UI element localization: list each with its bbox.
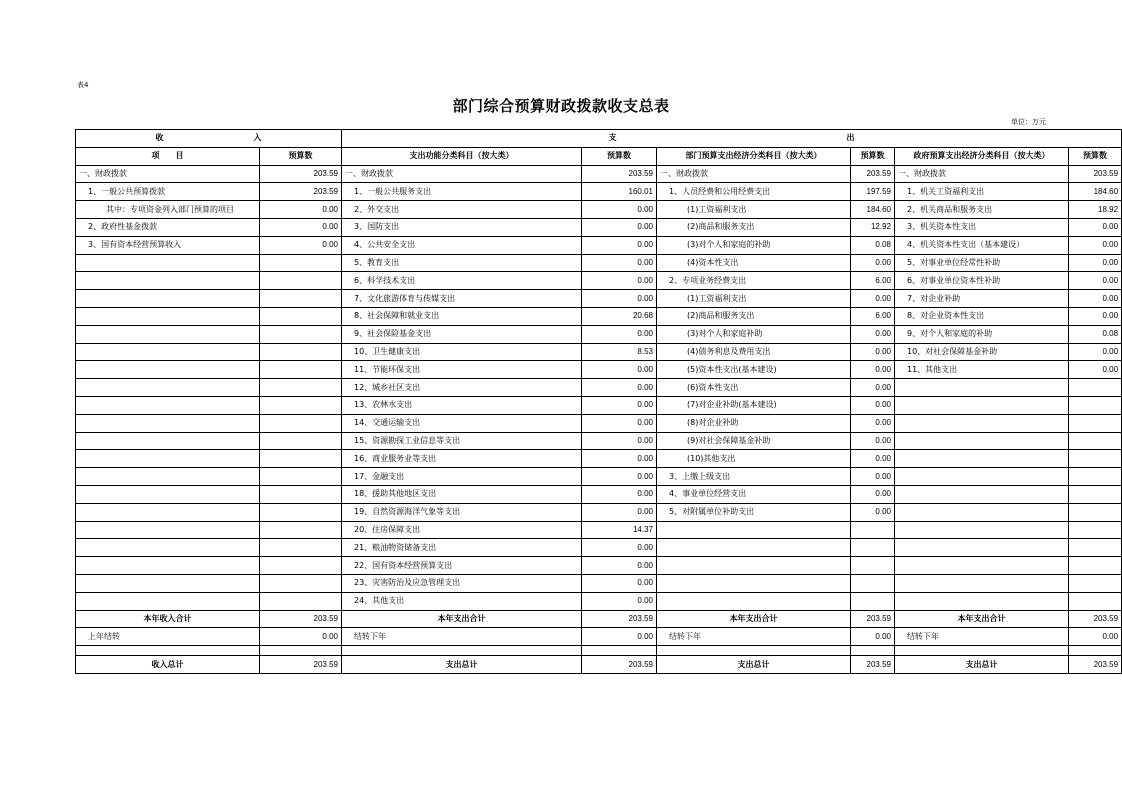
gov-economic-item: [895, 574, 1069, 592]
gov-economic-item: 5、对事业单位经常性补助: [895, 254, 1069, 272]
gov-economic-item: 1、机关工资福利支出: [895, 183, 1069, 201]
income-item: 收入总计: [76, 656, 260, 674]
gov-economic-amount: [1069, 574, 1122, 592]
income-item: [76, 379, 260, 397]
gov-economic-item: 支出总计: [895, 656, 1069, 674]
table-row: [76, 201, 1122, 219]
income-item: [76, 574, 260, 592]
table-row: [76, 557, 1122, 575]
function-amount: 203.59: [582, 656, 657, 674]
income-amount: [260, 290, 342, 308]
col-header-gov-economic-amount: 预算数: [1069, 147, 1122, 165]
function-item: 16、商业服务业等支出: [342, 450, 582, 468]
gov-economic-amount: 203.59: [1069, 656, 1122, 674]
gov-economic-amount: [1069, 557, 1122, 575]
table-row: [76, 574, 1122, 592]
table-row: [76, 468, 1122, 486]
income-amount: [260, 574, 342, 592]
dept-economic-item: 5、对附属单位补助支出: [657, 503, 851, 521]
income-header-char-1: 收: [155, 133, 164, 143]
grand-total-row: [76, 656, 1122, 674]
dept-economic-item: (6)资本性支出: [657, 379, 851, 397]
spacer-cell: [851, 646, 895, 656]
function-amount: 0.00: [582, 414, 657, 432]
budget-table: [75, 129, 1122, 674]
income-amount: [260, 521, 342, 539]
gov-economic-amount: 0.00: [1069, 307, 1122, 325]
income-item: 上年结转: [76, 628, 260, 646]
gov-economic-item: [895, 592, 1069, 610]
income-amount: [260, 485, 342, 503]
function-item: 11、节能环保支出: [342, 361, 582, 379]
income-amount: 0.00: [260, 201, 342, 219]
gov-economic-amount: 0.00: [1069, 628, 1122, 646]
spacer-cell: [76, 646, 260, 656]
table-row: [76, 218, 1122, 236]
income-amount: 0.00: [260, 218, 342, 236]
function-amount: 0.00: [582, 628, 657, 646]
income-item: [76, 361, 260, 379]
income-amount: [260, 468, 342, 486]
page-title: 部门综合预算财政拨款收支总表: [452, 97, 670, 115]
dept-economic-item: 本年支出合计: [657, 610, 851, 628]
gov-economic-item: [895, 450, 1069, 468]
function-item: 5、教育支出: [342, 254, 582, 272]
gov-economic-amount: 0.00: [1069, 343, 1122, 361]
function-item: 21、粮油物资储备支出: [342, 539, 582, 557]
gov-economic-item: [895, 396, 1069, 414]
function-item: 2、外交支出: [342, 201, 582, 219]
income-item: 1、一般公共预算拨款: [76, 183, 260, 201]
dept-economic-amount: 0.00: [851, 290, 895, 308]
income-item: [76, 272, 260, 290]
function-amount: 0.00: [582, 432, 657, 450]
sheet-label: 表4: [77, 81, 89, 89]
income-item: 本年收入合计: [76, 610, 260, 628]
function-amount: 0.00: [582, 503, 657, 521]
function-amount: 203.59: [582, 165, 657, 183]
dept-economic-amount: 0.00: [851, 485, 895, 503]
spacer-cell: [260, 646, 342, 656]
dept-economic-item: (3)对个人和家庭补助: [657, 325, 851, 343]
income-item: 一、财政拨款: [76, 165, 260, 183]
income-amount: [260, 396, 342, 414]
income-item: [76, 290, 260, 308]
dept-economic-amount: 0.00: [851, 325, 895, 343]
spacer-cell: [1069, 646, 1122, 656]
dept-economic-amount: [851, 592, 895, 610]
function-amount: 0.00: [582, 325, 657, 343]
table-row: [76, 272, 1122, 290]
income-amount: [260, 503, 342, 521]
gov-economic-amount: [1069, 485, 1122, 503]
gov-economic-item: [895, 557, 1069, 575]
dept-economic-amount: 0.00: [851, 343, 895, 361]
table-row: [76, 236, 1122, 254]
dept-economic-item: 支出总计: [657, 656, 851, 674]
dept-economic-amount: 197.59: [851, 183, 895, 201]
income-amount: 203.59: [260, 165, 342, 183]
top-header-row: [76, 130, 1122, 148]
function-item: 14、交通运输支出: [342, 414, 582, 432]
gov-economic-amount: 0.00: [1069, 361, 1122, 379]
function-amount: 8.53: [582, 343, 657, 361]
income-item: [76, 343, 260, 361]
dept-economic-item: (1)工资福利支出: [657, 201, 851, 219]
gov-economic-amount: 0.08: [1069, 325, 1122, 343]
dept-economic-item: (9)对社会保障基金补助: [657, 432, 851, 450]
function-item: 12、城乡社区支出: [342, 379, 582, 397]
function-item: 6、科学技术支出: [342, 272, 582, 290]
table-row: [76, 325, 1122, 343]
dept-economic-amount: 203.59: [851, 610, 895, 628]
function-amount: 0.00: [582, 592, 657, 610]
function-amount: 14.37: [582, 521, 657, 539]
gov-economic-item: [895, 485, 1069, 503]
table-row: [76, 361, 1122, 379]
dept-economic-item: [657, 539, 851, 557]
function-item: 支出总计: [342, 656, 582, 674]
function-amount: 0.00: [582, 574, 657, 592]
table-row: [76, 183, 1122, 201]
table-row: [76, 165, 1122, 183]
dept-economic-item: [657, 521, 851, 539]
dept-economic-item: [657, 557, 851, 575]
income-item: [76, 396, 260, 414]
function-item: 22、国有资本经营预算支出: [342, 557, 582, 575]
income-amount: 0.00: [260, 236, 342, 254]
income-item: 其中：专项资金列入部门预算的项目: [76, 201, 260, 219]
gov-economic-item: [895, 503, 1069, 521]
income-header-char-2: 入: [253, 133, 262, 143]
function-amount: 0.00: [582, 254, 657, 272]
income-item: 2、政府性基金拨款: [76, 218, 260, 236]
dept-economic-amount: 0.00: [851, 414, 895, 432]
dept-economic-item: 2、专项业务经费支出: [657, 272, 851, 290]
function-item: 7、文化旅游体育与传媒支出: [342, 290, 582, 308]
income-item: [76, 450, 260, 468]
income-item: [76, 539, 260, 557]
expense-header-char-2: 出: [846, 133, 855, 143]
income-item: [76, 503, 260, 521]
table-row: [76, 379, 1122, 397]
gov-economic-amount: [1069, 468, 1122, 486]
gov-economic-item: 6、对事业单位资本性补助: [895, 272, 1069, 290]
table-row: [76, 254, 1122, 272]
table-row: [76, 592, 1122, 610]
dept-economic-amount: [851, 557, 895, 575]
gov-economic-amount: 203.59: [1069, 610, 1122, 628]
column-header-row: [76, 147, 1122, 165]
function-amount: 0.00: [582, 218, 657, 236]
col-header-dept-economic-category: 部门预算支出经济分类科目（按大类）: [657, 147, 851, 165]
gov-economic-item: 结转下年: [895, 628, 1069, 646]
function-item: 10、卫生健康支出: [342, 343, 582, 361]
dept-economic-item: (3)对个人和家庭的补助: [657, 236, 851, 254]
dept-economic-item: 3、上缴上级支出: [657, 468, 851, 486]
dept-economic-amount: [851, 574, 895, 592]
gov-economic-amount: 0.00: [1069, 290, 1122, 308]
gov-economic-amount: [1069, 379, 1122, 397]
dept-economic-amount: 0.00: [851, 432, 895, 450]
gov-economic-item: 一、财政拨款: [895, 165, 1069, 183]
function-item: 3、国防支出: [342, 218, 582, 236]
subtotal-row: [76, 610, 1122, 628]
table-row: [76, 343, 1122, 361]
gov-economic-amount: [1069, 414, 1122, 432]
income-amount: [260, 539, 342, 557]
table-row: [76, 450, 1122, 468]
function-item: 本年支出合计: [342, 610, 582, 628]
function-item: 13、农林水支出: [342, 396, 582, 414]
income-amount: 203.59: [260, 610, 342, 628]
income-item: [76, 485, 260, 503]
dept-economic-amount: 12.92: [851, 218, 895, 236]
gov-economic-item: [895, 414, 1069, 432]
function-item: 17、金融支出: [342, 468, 582, 486]
dept-economic-item: (10)其他支出: [657, 450, 851, 468]
income-item: [76, 468, 260, 486]
function-amount: 0.00: [582, 272, 657, 290]
gov-economic-item: 7、对企业补助: [895, 290, 1069, 308]
income-header: [76, 130, 342, 148]
income-item: [76, 432, 260, 450]
spacer-row: [76, 646, 1122, 656]
dept-economic-amount: 0.08: [851, 236, 895, 254]
gov-economic-item: 3、机关资本性支出: [895, 218, 1069, 236]
function-item: 15、资源勘探工业信息等支出: [342, 432, 582, 450]
income-amount: [260, 414, 342, 432]
income-amount: [260, 592, 342, 610]
dept-economic-item: [657, 592, 851, 610]
income-amount: [260, 379, 342, 397]
function-amount: 0.00: [582, 361, 657, 379]
function-amount: 0.00: [582, 468, 657, 486]
function-amount: 0.00: [582, 557, 657, 575]
income-item: [76, 307, 260, 325]
gov-economic-item: 10、对社会保障基金补助: [895, 343, 1069, 361]
income-amount: [260, 272, 342, 290]
gov-economic-item: 2、机关商品和服务支出: [895, 201, 1069, 219]
dept-economic-item: 结转下年: [657, 628, 851, 646]
dept-economic-amount: 0.00: [851, 450, 895, 468]
table-row: [76, 539, 1122, 557]
gov-economic-amount: 0.00: [1069, 272, 1122, 290]
gov-economic-item: [895, 539, 1069, 557]
gov-economic-amount: [1069, 592, 1122, 610]
function-amount: 160.01: [582, 183, 657, 201]
gov-economic-item: 4、机关资本性支出（基本建设）: [895, 236, 1069, 254]
col-header-item: 项 目: [76, 147, 260, 165]
dept-economic-item: (1)工资福利支出: [657, 290, 851, 308]
dept-economic-amount: 203.59: [851, 656, 895, 674]
dept-economic-amount: [851, 521, 895, 539]
carry-forward-row: [76, 628, 1122, 646]
income-amount: [260, 432, 342, 450]
income-item: [76, 254, 260, 272]
function-item: 9、社会保险基金支出: [342, 325, 582, 343]
income-amount: [260, 307, 342, 325]
gov-economic-item: 9、对个人和家庭的补助: [895, 325, 1069, 343]
dept-economic-amount: 0.00: [851, 396, 895, 414]
income-amount: [260, 343, 342, 361]
function-item: 20、住房保障支出: [342, 521, 582, 539]
function-amount: 20.68: [582, 307, 657, 325]
income-item: [76, 521, 260, 539]
dept-economic-item: 1、人员经费和公用经费支出: [657, 183, 851, 201]
dept-economic-item: (2)商品和服务支出: [657, 307, 851, 325]
gov-economic-item: [895, 379, 1069, 397]
dept-economic-item: (8)对企业补助: [657, 414, 851, 432]
table-row: [76, 432, 1122, 450]
col-header-function-amount: 预算数: [582, 147, 657, 165]
function-item: 一、财政拨款: [342, 165, 582, 183]
gov-economic-item: 11、其他支出: [895, 361, 1069, 379]
table-row: [76, 503, 1122, 521]
table-row: [76, 485, 1122, 503]
income-item: [76, 557, 260, 575]
expense-header-char-1: 支: [608, 133, 617, 143]
dept-economic-amount: 0.00: [851, 468, 895, 486]
unit-label: 单位：万元: [1011, 118, 1046, 126]
income-amount: [260, 557, 342, 575]
dept-economic-item: 4、事业单位经营支出: [657, 485, 851, 503]
gov-economic-amount: [1069, 450, 1122, 468]
spacer-cell: [657, 646, 851, 656]
income-amount: [260, 361, 342, 379]
dept-economic-item: (4)资本性支出: [657, 254, 851, 272]
function-amount: 0.00: [582, 485, 657, 503]
dept-economic-amount: 0.00: [851, 361, 895, 379]
dept-economic-amount: 0.00: [851, 254, 895, 272]
gov-economic-amount: 0.00: [1069, 254, 1122, 272]
dept-economic-item: [657, 574, 851, 592]
dept-economic-item: 一、财政拨款: [657, 165, 851, 183]
dept-economic-item: (4)债务利息及费用支出: [657, 343, 851, 361]
function-item: 结转下年: [342, 628, 582, 646]
income-amount: 203.59: [260, 656, 342, 674]
function-amount: 0.00: [582, 290, 657, 308]
function-amount: 0.00: [582, 236, 657, 254]
income-item: [76, 592, 260, 610]
dept-economic-item: (2)商品和服务支出: [657, 218, 851, 236]
gov-economic-amount: [1069, 539, 1122, 557]
col-header-dept-economic-amount: 预算数: [851, 147, 895, 165]
income-item: 3、国有资本经营预算收入: [76, 236, 260, 254]
dept-economic-item: (7)对企业补助(基本建设): [657, 396, 851, 414]
col-header-income-amount: 预算数: [260, 147, 342, 165]
function-amount: 0.00: [582, 396, 657, 414]
dept-economic-amount: [851, 539, 895, 557]
function-amount: 0.00: [582, 379, 657, 397]
function-amount: 0.00: [582, 539, 657, 557]
income-amount: [260, 325, 342, 343]
table-row: [76, 414, 1122, 432]
dept-economic-amount: 184.60: [851, 201, 895, 219]
function-item: 24、其他支出: [342, 592, 582, 610]
col-header-function-category: 支出功能分类科目（按大类）: [342, 147, 582, 165]
dept-economic-amount: 203.59: [851, 165, 895, 183]
gov-economic-amount: [1069, 396, 1122, 414]
function-item: 1、一般公共服务支出: [342, 183, 582, 201]
gov-economic-amount: 18.92: [1069, 201, 1122, 219]
dept-economic-item: (5)资本性支出(基本建设): [657, 361, 851, 379]
table-row: [76, 396, 1122, 414]
spacer-cell: [342, 646, 582, 656]
spacer-cell: [895, 646, 1069, 656]
dept-economic-amount: 0.00: [851, 503, 895, 521]
function-item: 18、援助其他地区支出: [342, 485, 582, 503]
function-item: 23、灾害防治及应急管理支出: [342, 574, 582, 592]
expense-header: [342, 130, 1122, 148]
function-item: 19、自然资源海洋气象等支出: [342, 503, 582, 521]
dept-economic-amount: 0.00: [851, 379, 895, 397]
dept-economic-amount: 0.00: [851, 628, 895, 646]
gov-economic-amount: 0.00: [1069, 236, 1122, 254]
gov-economic-amount: 203.59: [1069, 165, 1122, 183]
gov-economic-item: [895, 521, 1069, 539]
income-item: [76, 414, 260, 432]
function-item: 8、社会保障和就业支出: [342, 307, 582, 325]
gov-economic-item: 本年支出合计: [895, 610, 1069, 628]
income-amount: [260, 450, 342, 468]
spacer-cell: [582, 646, 657, 656]
gov-economic-amount: 184.60: [1069, 183, 1122, 201]
table-row: [76, 307, 1122, 325]
table-row: [76, 290, 1122, 308]
gov-economic-item: 8、对企业资本性支出: [895, 307, 1069, 325]
gov-economic-amount: 0.00: [1069, 218, 1122, 236]
gov-economic-amount: [1069, 521, 1122, 539]
gov-economic-amount: [1069, 432, 1122, 450]
dept-economic-amount: 6.00: [851, 307, 895, 325]
table-row: [76, 521, 1122, 539]
gov-economic-item: [895, 432, 1069, 450]
dept-economic-amount: 6.00: [851, 272, 895, 290]
function-amount: 0.00: [582, 450, 657, 468]
function-item: 4、公共安全支出: [342, 236, 582, 254]
income-amount: 0.00: [260, 628, 342, 646]
income-item: [76, 325, 260, 343]
gov-economic-item: [895, 468, 1069, 486]
function-amount: 0.00: [582, 201, 657, 219]
income-amount: [260, 254, 342, 272]
income-amount: 203.59: [260, 183, 342, 201]
function-amount: 203.59: [582, 610, 657, 628]
gov-economic-amount: [1069, 503, 1122, 521]
col-header-gov-economic-category: 政府预算支出经济分类科目（按大类）: [895, 147, 1069, 165]
